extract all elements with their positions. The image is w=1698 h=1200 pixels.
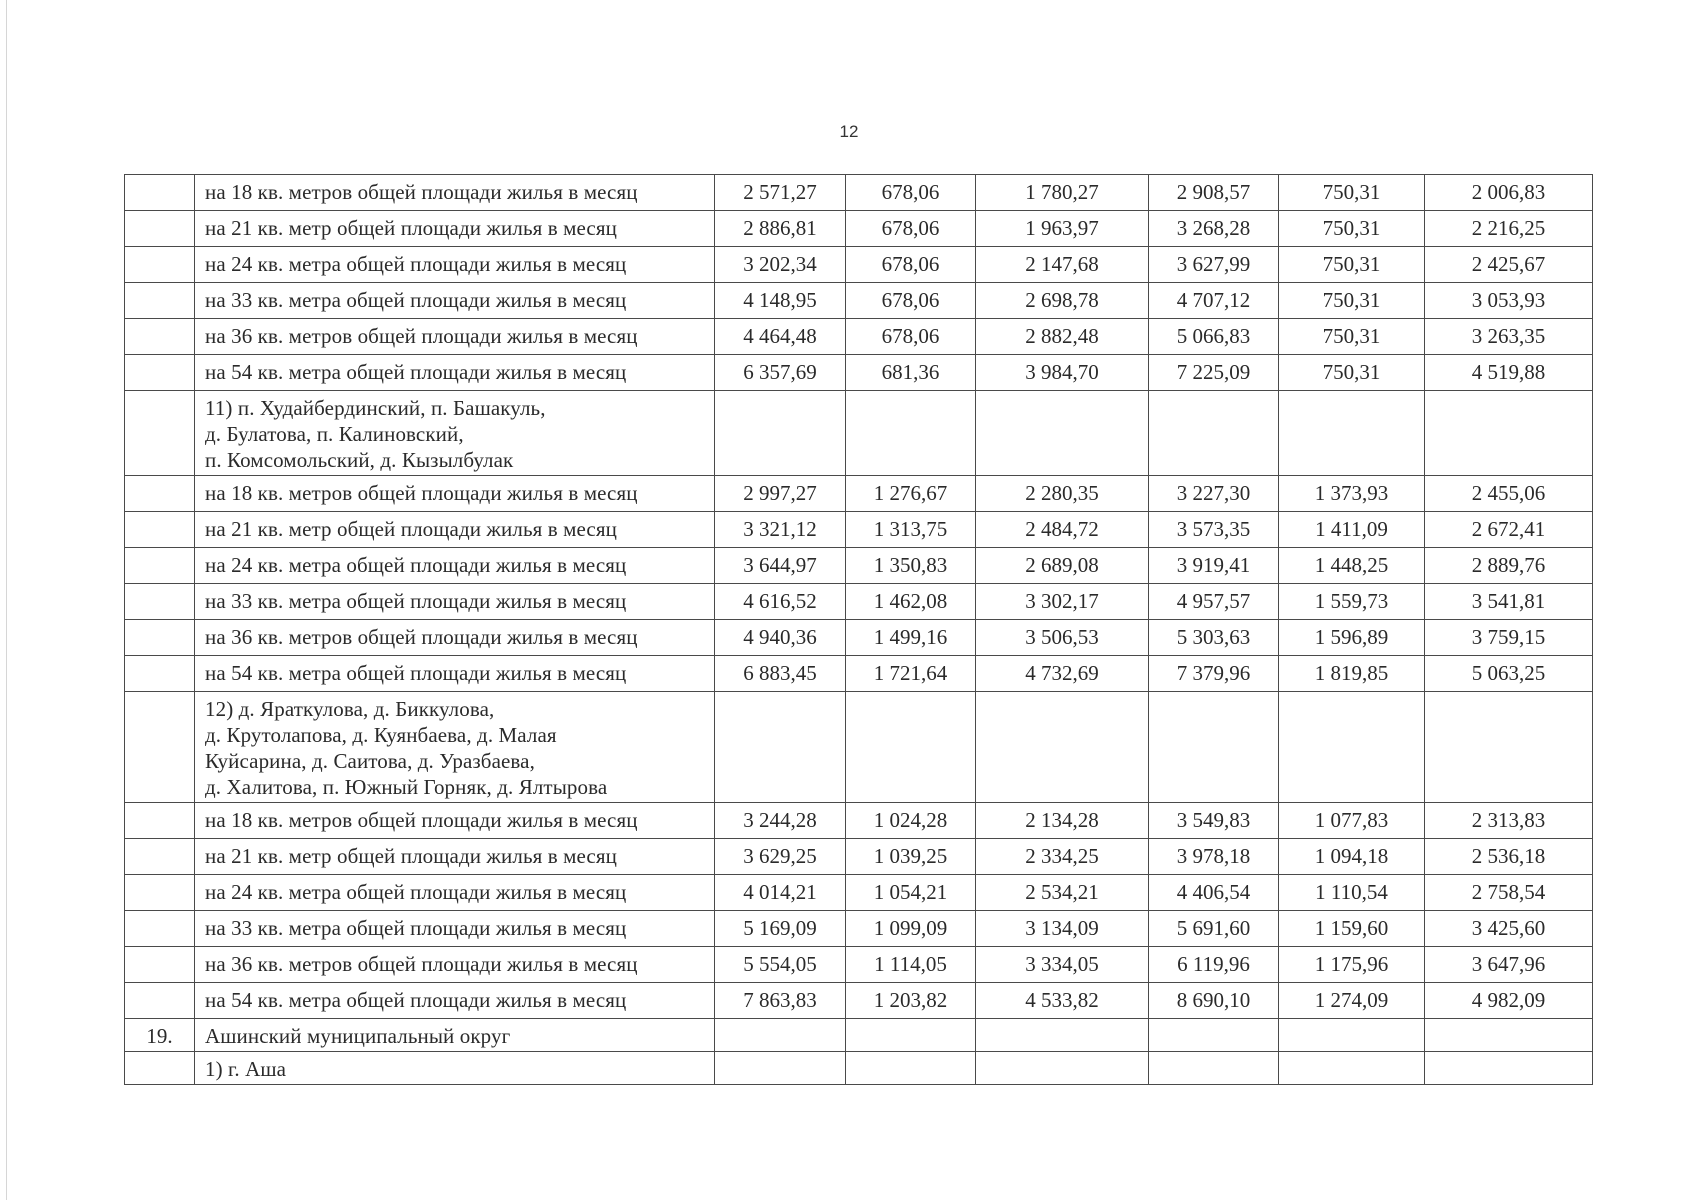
group-row bbox=[125, 1019, 1593, 1052]
settlement-group-cell bbox=[195, 391, 715, 476]
table-row bbox=[125, 584, 1593, 620]
value-cell-col-3: 2 280,35 bbox=[976, 476, 1149, 512]
value-cell-col-1: 3 244,28 bbox=[715, 803, 846, 839]
settlement-group-cell bbox=[195, 1052, 715, 1085]
table-row bbox=[125, 319, 1593, 355]
value-cell-col-6: 3 263,35 bbox=[1425, 319, 1593, 355]
value-cell-col-5: 750,31 bbox=[1279, 211, 1425, 247]
value-cell-col-3: 2 134,28 bbox=[976, 803, 1149, 839]
table-row bbox=[125, 175, 1593, 211]
value-cell-col-3: 3 302,17 bbox=[976, 584, 1149, 620]
row-number-cell bbox=[125, 875, 195, 911]
value-cell-col-6: 2 216,25 bbox=[1425, 211, 1593, 247]
value-cell-col-4: 5 066,83 bbox=[1149, 319, 1279, 355]
value-cell-col-3: 3 134,09 bbox=[976, 911, 1149, 947]
area-norm-label: на 24 кв. метра общей площади жилья в месяц bbox=[195, 875, 715, 911]
value-cell-col-5: 1 411,09 bbox=[1279, 512, 1425, 548]
value-cell-col-4: 7 379,96 bbox=[1149, 656, 1279, 692]
table-row bbox=[125, 983, 1593, 1019]
value-cell-col-1: 7 863,83 bbox=[715, 983, 846, 1019]
value-cell-col-5: 1 448,25 bbox=[1279, 548, 1425, 584]
tariff-table bbox=[124, 174, 1593, 1085]
value-cell-col-3: 2 698,78 bbox=[976, 283, 1149, 319]
row-number-cell bbox=[125, 911, 195, 947]
row-number-cell bbox=[125, 983, 195, 1019]
group-row bbox=[125, 692, 1593, 803]
settlement-group-line: Ашинский муниципальный округ bbox=[205, 1024, 511, 1048]
settlement-group-line: 12) д. Яраткулова, д. Биккулова, bbox=[205, 697, 495, 721]
value-cell-col-6: 2 313,83 bbox=[1425, 803, 1593, 839]
settlement-group-line: п. Комсомольский, д. Кызылбулак bbox=[205, 448, 514, 472]
value-cell-col-4: 3 549,83 bbox=[1149, 803, 1279, 839]
value-cell-col-4: 4 707,12 bbox=[1149, 283, 1279, 319]
table-row bbox=[125, 656, 1593, 692]
value-cell-col-5: 1 094,18 bbox=[1279, 839, 1425, 875]
value-cell-col-6: 5 063,25 bbox=[1425, 656, 1593, 692]
value-cell-col-5: 1 559,73 bbox=[1279, 584, 1425, 620]
row-number-cell bbox=[125, 803, 195, 839]
value-cell-col-6: 4 519,88 bbox=[1425, 355, 1593, 391]
value-cell-col-5: 1 110,54 bbox=[1279, 875, 1425, 911]
value-cell-col-3: 2 147,68 bbox=[976, 247, 1149, 283]
value-cell-col-1: 6 357,69 bbox=[715, 355, 846, 391]
value-cell-col-2: 678,06 bbox=[846, 175, 976, 211]
value-cell-col-5: 1 175,96 bbox=[1279, 947, 1425, 983]
value-cell-col-6 bbox=[1425, 1019, 1593, 1052]
value-cell-col-3: 2 689,08 bbox=[976, 548, 1149, 584]
value-cell-col-2: 678,06 bbox=[846, 319, 976, 355]
value-cell-col-6: 2 672,41 bbox=[1425, 512, 1593, 548]
value-cell-col-5: 750,31 bbox=[1279, 319, 1425, 355]
row-number-cell bbox=[125, 512, 195, 548]
row-number-cell bbox=[125, 692, 195, 803]
area-norm-label: на 33 кв. метра общей площади жилья в месяц bbox=[195, 911, 715, 947]
value-cell-col-1: 4 616,52 bbox=[715, 584, 846, 620]
value-cell-col-2: 681,36 bbox=[846, 355, 976, 391]
value-cell-col-6: 2 889,76 bbox=[1425, 548, 1593, 584]
value-cell-col-1 bbox=[715, 391, 846, 476]
value-cell-col-2 bbox=[846, 1019, 976, 1052]
value-cell-col-2: 1 099,09 bbox=[846, 911, 976, 947]
area-norm-label: на 36 кв. метров общей площади жилья в месяц bbox=[195, 947, 715, 983]
row-number-cell bbox=[125, 175, 195, 211]
value-cell-col-1: 3 644,97 bbox=[715, 548, 846, 584]
row-number-cell bbox=[125, 283, 195, 319]
row-number-cell bbox=[125, 620, 195, 656]
area-norm-label: на 33 кв. метра общей площади жилья в месяц bbox=[195, 584, 715, 620]
value-cell-col-3: 1 963,97 bbox=[976, 211, 1149, 247]
value-cell-col-4: 3 268,28 bbox=[1149, 211, 1279, 247]
row-number-cell bbox=[125, 584, 195, 620]
table-row bbox=[125, 911, 1593, 947]
value-cell-col-4: 3 627,99 bbox=[1149, 247, 1279, 283]
value-cell-col-5: 1 373,93 bbox=[1279, 476, 1425, 512]
value-cell-col-6 bbox=[1425, 391, 1593, 476]
value-cell-col-3: 2 484,72 bbox=[976, 512, 1149, 548]
value-cell-col-6: 4 982,09 bbox=[1425, 983, 1593, 1019]
table-row bbox=[125, 839, 1593, 875]
row-number-cell bbox=[125, 247, 195, 283]
value-cell-col-2 bbox=[846, 1052, 976, 1085]
page-edge-line bbox=[6, 0, 7, 1200]
settlement-group-line: д. Халитова, п. Южный Горняк, д. Ялтырова bbox=[205, 775, 608, 799]
value-cell-col-4: 3 573,35 bbox=[1149, 512, 1279, 548]
value-cell-col-2: 1 276,67 bbox=[846, 476, 976, 512]
row-number-cell bbox=[125, 947, 195, 983]
value-cell-col-2 bbox=[846, 692, 976, 803]
area-norm-label: на 24 кв. метра общей площади жилья в месяц bbox=[195, 548, 715, 584]
value-cell-col-3: 2 882,48 bbox=[976, 319, 1149, 355]
value-cell-col-5 bbox=[1279, 692, 1425, 803]
value-cell-col-2: 1 499,16 bbox=[846, 620, 976, 656]
row-number-cell bbox=[125, 1052, 195, 1085]
value-cell-col-1 bbox=[715, 692, 846, 803]
value-cell-col-6: 3 425,60 bbox=[1425, 911, 1593, 947]
value-cell-col-3: 2 534,21 bbox=[976, 875, 1149, 911]
area-norm-label: на 36 кв. метров общей площади жилья в месяц bbox=[195, 620, 715, 656]
value-cell-col-2: 1 203,82 bbox=[846, 983, 976, 1019]
value-cell-col-5 bbox=[1279, 1052, 1425, 1085]
value-cell-col-3 bbox=[976, 1052, 1149, 1085]
table-row bbox=[125, 512, 1593, 548]
value-cell-col-2: 1 054,21 bbox=[846, 875, 976, 911]
value-cell-col-6 bbox=[1425, 1052, 1593, 1085]
value-cell-col-3: 3 506,53 bbox=[976, 620, 1149, 656]
row-number-cell bbox=[125, 211, 195, 247]
row-number-cell bbox=[125, 355, 195, 391]
row-number-cell bbox=[125, 548, 195, 584]
value-cell-col-6: 2 006,83 bbox=[1425, 175, 1593, 211]
table-row bbox=[125, 283, 1593, 319]
value-cell-col-3 bbox=[976, 1019, 1149, 1052]
table-row bbox=[125, 875, 1593, 911]
value-cell-col-6: 2 536,18 bbox=[1425, 839, 1593, 875]
value-cell-col-4: 4 406,54 bbox=[1149, 875, 1279, 911]
value-cell-col-6: 2 425,67 bbox=[1425, 247, 1593, 283]
value-cell-col-2: 678,06 bbox=[846, 211, 976, 247]
tariff-table-body bbox=[125, 175, 1593, 1085]
area-norm-label: на 24 кв. метра общей площади жилья в месяц bbox=[195, 247, 715, 283]
table-row bbox=[125, 211, 1593, 247]
value-cell-col-4: 6 119,96 bbox=[1149, 947, 1279, 983]
row-number-cell bbox=[125, 319, 195, 355]
value-cell-col-1: 4 940,36 bbox=[715, 620, 846, 656]
value-cell-col-6: 2 758,54 bbox=[1425, 875, 1593, 911]
value-cell-col-1: 5 554,05 bbox=[715, 947, 846, 983]
settlement-group-line: 11) п. Худайбердинский, п. Башакуль, bbox=[205, 396, 546, 420]
row-number-cell bbox=[125, 391, 195, 476]
area-norm-label: на 33 кв. метра общей площади жилья в месяц bbox=[195, 283, 715, 319]
row-number-cell bbox=[125, 476, 195, 512]
value-cell-col-4 bbox=[1149, 1019, 1279, 1052]
value-cell-col-1: 3 321,12 bbox=[715, 512, 846, 548]
value-cell-col-6 bbox=[1425, 692, 1593, 803]
row-number-cell bbox=[125, 656, 195, 692]
value-cell-col-2 bbox=[846, 391, 976, 476]
value-cell-col-2: 1 313,75 bbox=[846, 512, 976, 548]
area-norm-label: на 18 кв. метров общей площади жилья в месяц bbox=[195, 803, 715, 839]
value-cell-col-6: 3 759,15 bbox=[1425, 620, 1593, 656]
value-cell-col-2: 1 024,28 bbox=[846, 803, 976, 839]
value-cell-col-5 bbox=[1279, 391, 1425, 476]
value-cell-col-4 bbox=[1149, 391, 1279, 476]
group-row bbox=[125, 1052, 1593, 1085]
value-cell-col-5: 1 159,60 bbox=[1279, 911, 1425, 947]
value-cell-col-4: 3 978,18 bbox=[1149, 839, 1279, 875]
value-cell-col-6: 2 455,06 bbox=[1425, 476, 1593, 512]
value-cell-col-6: 3 053,93 bbox=[1425, 283, 1593, 319]
area-norm-label: на 18 кв. метров общей площади жилья в месяц bbox=[195, 175, 715, 211]
value-cell-col-5: 1 274,09 bbox=[1279, 983, 1425, 1019]
page-number: 12 bbox=[839, 122, 859, 141]
settlement-group-line: Куйсарина, д. Саитова, д. Уразбаева, bbox=[205, 749, 535, 773]
value-cell-col-2: 1 721,64 bbox=[846, 656, 976, 692]
value-cell-col-5: 750,31 bbox=[1279, 283, 1425, 319]
value-cell-col-1: 4 014,21 bbox=[715, 875, 846, 911]
value-cell-col-2: 1 114,05 bbox=[846, 947, 976, 983]
value-cell-col-2: 678,06 bbox=[846, 247, 976, 283]
value-cell-col-1: 2 571,27 bbox=[715, 175, 846, 211]
value-cell-col-4: 5 691,60 bbox=[1149, 911, 1279, 947]
value-cell-col-4: 3 227,30 bbox=[1149, 476, 1279, 512]
settlement-group-cell bbox=[195, 692, 715, 803]
value-cell-col-1: 4 148,95 bbox=[715, 283, 846, 319]
value-cell-col-4 bbox=[1149, 1052, 1279, 1085]
value-cell-col-4: 3 919,41 bbox=[1149, 548, 1279, 584]
area-norm-label: на 21 кв. метр общей площади жилья в месяц bbox=[195, 839, 715, 875]
value-cell-col-5 bbox=[1279, 1019, 1425, 1052]
value-cell-col-5: 750,31 bbox=[1279, 247, 1425, 283]
value-cell-col-1 bbox=[715, 1052, 846, 1085]
value-cell-col-3 bbox=[976, 391, 1149, 476]
area-norm-label: на 18 кв. метров общей площади жилья в месяц bbox=[195, 476, 715, 512]
value-cell-col-3: 3 984,70 bbox=[976, 355, 1149, 391]
value-cell-col-3: 4 533,82 bbox=[976, 983, 1149, 1019]
table-row bbox=[125, 476, 1593, 512]
area-norm-label: на 54 кв. метра общей площади жилья в месяц bbox=[195, 656, 715, 692]
value-cell-col-1: 2 886,81 bbox=[715, 211, 846, 247]
value-cell-col-2: 678,06 bbox=[846, 283, 976, 319]
value-cell-col-3 bbox=[976, 692, 1149, 803]
area-norm-label: на 21 кв. метр общей площади жилья в месяц bbox=[195, 512, 715, 548]
value-cell-col-5: 750,31 bbox=[1279, 355, 1425, 391]
value-cell-col-3: 1 780,27 bbox=[976, 175, 1149, 211]
value-cell-col-4: 4 957,57 bbox=[1149, 584, 1279, 620]
settlement-group-line: 1) г. Аша bbox=[205, 1057, 287, 1081]
value-cell-col-1: 3 202,34 bbox=[715, 247, 846, 283]
value-cell-col-5: 1 819,85 bbox=[1279, 656, 1425, 692]
settlement-group-line: д. Крутолапова, д. Куянбаева, д. Малая bbox=[205, 723, 557, 747]
value-cell-col-5: 1 596,89 bbox=[1279, 620, 1425, 656]
value-cell-col-1: 2 997,27 bbox=[715, 476, 846, 512]
area-norm-label: на 54 кв. метра общей площади жилья в месяц bbox=[195, 355, 715, 391]
value-cell-col-3: 4 732,69 bbox=[976, 656, 1149, 692]
group-row bbox=[125, 391, 1593, 476]
table-row bbox=[125, 620, 1593, 656]
value-cell-col-6: 3 647,96 bbox=[1425, 947, 1593, 983]
value-cell-col-1: 6 883,45 bbox=[715, 656, 846, 692]
value-cell-col-2: 1 039,25 bbox=[846, 839, 976, 875]
row-number-cell bbox=[125, 839, 195, 875]
value-cell-col-3: 2 334,25 bbox=[976, 839, 1149, 875]
row-number-cell: 19. bbox=[125, 1019, 195, 1052]
table-row bbox=[125, 548, 1593, 584]
value-cell-col-2: 1 462,08 bbox=[846, 584, 976, 620]
value-cell-col-4: 2 908,57 bbox=[1149, 175, 1279, 211]
value-cell-col-1: 3 629,25 bbox=[715, 839, 846, 875]
table-row bbox=[125, 247, 1593, 283]
area-norm-label: на 36 кв. метров общей площади жилья в месяц bbox=[195, 319, 715, 355]
value-cell-col-2: 1 350,83 bbox=[846, 548, 976, 584]
area-norm-label: на 21 кв. метр общей площади жилья в месяц bbox=[195, 211, 715, 247]
settlement-group-line: д. Булатова, п. Калиновский, bbox=[205, 422, 464, 446]
area-norm-label: на 54 кв. метра общей площади жилья в месяц bbox=[195, 983, 715, 1019]
value-cell-col-1: 5 169,09 bbox=[715, 911, 846, 947]
value-cell-col-4: 8 690,10 bbox=[1149, 983, 1279, 1019]
value-cell-col-6: 3 541,81 bbox=[1425, 584, 1593, 620]
value-cell-col-1: 4 464,48 bbox=[715, 319, 846, 355]
value-cell-col-4: 7 225,09 bbox=[1149, 355, 1279, 391]
table-row bbox=[125, 803, 1593, 839]
value-cell-col-3: 3 334,05 bbox=[976, 947, 1149, 983]
value-cell-col-5: 750,31 bbox=[1279, 175, 1425, 211]
value-cell-col-1 bbox=[715, 1019, 846, 1052]
table-row bbox=[125, 947, 1593, 983]
value-cell-col-4 bbox=[1149, 692, 1279, 803]
settlement-group-cell bbox=[195, 1019, 715, 1052]
value-cell-col-5: 1 077,83 bbox=[1279, 803, 1425, 839]
value-cell-col-4: 5 303,63 bbox=[1149, 620, 1279, 656]
table-row bbox=[125, 355, 1593, 391]
